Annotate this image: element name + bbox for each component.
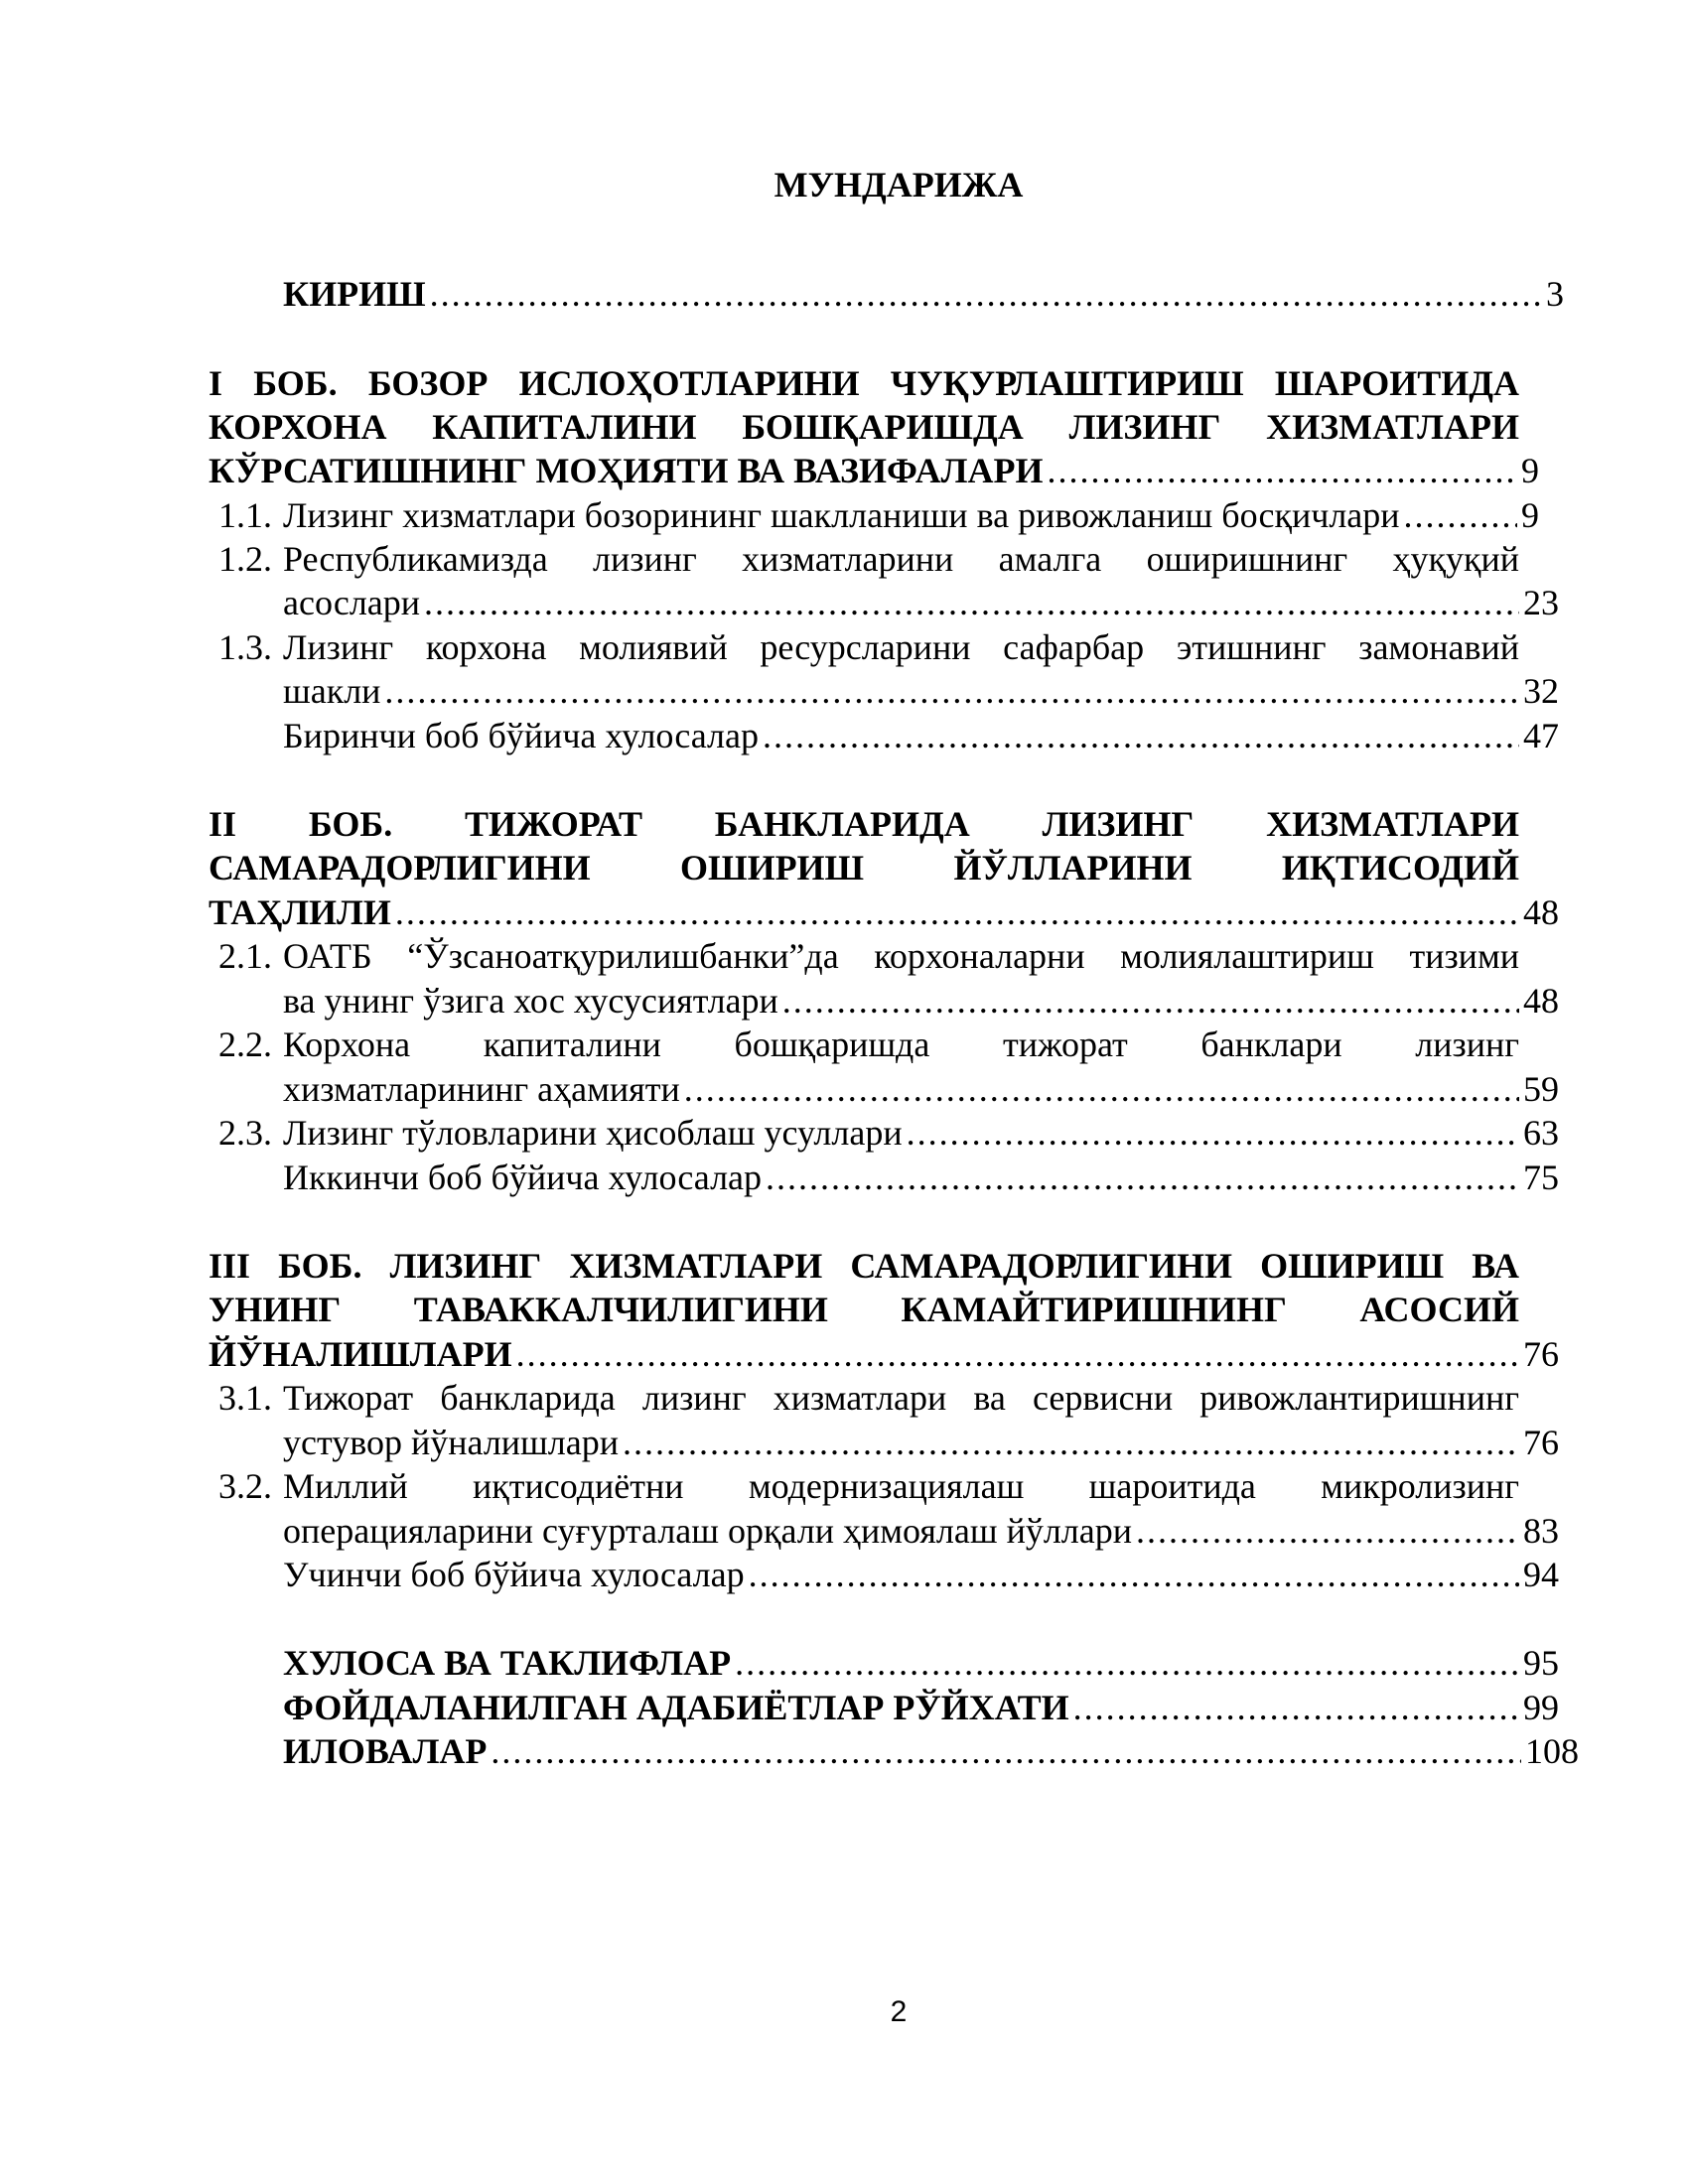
- section-page: 32: [1523, 671, 1559, 711]
- section-title-line2: шакли: [283, 671, 381, 711]
- section-title: Лизинг тўловларини ҳисоблаш усуллари: [283, 1113, 903, 1153]
- section-title-line2: операцияларини суғурталаш орқали ҳимоялаш йўллари: [283, 1511, 1133, 1551]
- section-number: 3.1.: [218, 1378, 272, 1418]
- chapter2-page: 48: [1523, 892, 1559, 932]
- appendix-label: ИЛОВАЛАР: [283, 1731, 488, 1771]
- toc-chapter1[interactable]: [209, 449, 1539, 492]
- leader-dots: [1048, 449, 1518, 492]
- leader-dots: [749, 1553, 1519, 1596]
- section-title: Иккинчи боб бўйича хулосалар: [283, 1158, 763, 1197]
- section-number: 1.1.: [218, 495, 272, 535]
- leader-dots: [763, 714, 1519, 757]
- section-page: 47: [1523, 716, 1559, 755]
- toc-chapter3[interactable]: [209, 1332, 1559, 1376]
- leader-dots: [735, 1641, 1519, 1685]
- leader-dots: [1136, 1509, 1519, 1553]
- section-number: 1.2.: [218, 539, 272, 579]
- footer-page-number: 2: [890, 1995, 908, 2028]
- references-label: ФОЙДАЛАНИЛГАН АДАБИЁТЛАР РЎЙХАТИ: [283, 1688, 1069, 1727]
- section-title: Лизинг хизматлари бозорининг шаклланиши ва ривожланиш босқичлари: [283, 495, 1400, 535]
- leader-dots: [424, 581, 1519, 624]
- leader-dots: [395, 890, 1519, 934]
- toc-chapter3-summary[interactable]: [283, 1553, 1559, 1596]
- section-title-line2: хизматларининг аҳамияти: [283, 1069, 680, 1109]
- references-page: 99: [1523, 1688, 1559, 1727]
- section-title-line2: устувор йўналишлари: [283, 1423, 619, 1462]
- section-page: 75: [1523, 1158, 1559, 1197]
- toc-chapter1-summary[interactable]: [283, 714, 1559, 757]
- toc-chapter2-summary[interactable]: [283, 1156, 1559, 1199]
- section-page: 83: [1523, 1511, 1559, 1551]
- section-title-line2: ва унинг ўзига хос хусусиятлари: [283, 981, 778, 1021]
- toc-references[interactable]: [283, 1686, 1559, 1729]
- section-page: 23: [1523, 583, 1559, 622]
- leader-dots: [907, 1111, 1519, 1155]
- section-number: 3.2.: [218, 1466, 272, 1506]
- section-page: 94: [1523, 1555, 1559, 1594]
- section-title: Учинчи боб бўйича хулосалар: [283, 1555, 745, 1594]
- section-number: 2.3.: [218, 1113, 272, 1153]
- leader-dots: [384, 669, 1519, 713]
- toc-section-3-1[interactable]: [283, 1421, 1559, 1464]
- chapter1-page: 9: [1521, 451, 1539, 490]
- toc-section-1-3[interactable]: [283, 669, 1559, 713]
- toc-section-2-2[interactable]: [283, 1067, 1559, 1111]
- section-number: 2.1.: [218, 936, 272, 976]
- leader-dots: [623, 1421, 1519, 1464]
- leader-dots: [491, 1729, 1521, 1773]
- leader-dots: [430, 272, 1542, 316]
- toc-conclusion[interactable]: [283, 1641, 1559, 1685]
- section-page: 48: [1523, 981, 1559, 1021]
- section-page: 76: [1523, 1423, 1559, 1462]
- toc-appendix[interactable]: [283, 1729, 1579, 1773]
- toc-intro[interactable]: [283, 272, 1564, 316]
- section-title-line1: Корхона капиталини бошқаришда тижорат банклари лизинг: [283, 1024, 1519, 1064]
- chapter2-title-line3: ТАҲЛИЛИ: [209, 892, 391, 932]
- toc-chapter2[interactable]: [209, 890, 1559, 934]
- section-title-line1: Лизинг корхона молиявий ресурсларини сафарбар этишнинг замонавий: [283, 627, 1519, 667]
- conclusion-label: ХУЛОСА ВА ТАКЛИФЛАР: [283, 1643, 732, 1683]
- section-title: Биринчи боб бўйича хулосалар: [283, 716, 759, 755]
- leader-dots: [1073, 1686, 1519, 1729]
- toc-intro-label: КИРИШ: [283, 274, 426, 314]
- chapter3-title-line2: УНИНГ ТАВАККАЛЧИЛИГИНИ КАМАЙТИРИШНИНГ АСОСИЙ: [209, 1290, 1519, 1329]
- section-page: 9: [1521, 495, 1539, 535]
- toc-intro-page: 3: [1546, 274, 1564, 314]
- section-title-line1: ОАТБ “Ўзсаноатқурилишбанки”да корхоналарни молиялаштириш тизими: [283, 936, 1519, 976]
- toc-section-1-1[interactable]: [283, 493, 1539, 537]
- appendix-page: 108: [1525, 1731, 1579, 1771]
- section-page: 63: [1523, 1113, 1559, 1153]
- chapter3-title-line1: III БОБ. ЛИЗИНГ ХИЗМАТЛАРИ САМАРАДОРЛИГИНИ ОШИРИШ ВА: [209, 1246, 1519, 1286]
- conclusion-page: 95: [1523, 1643, 1559, 1683]
- leader-dots: [766, 1156, 1519, 1199]
- section-title-line2: асослари: [283, 583, 421, 622]
- leader-dots: [516, 1332, 1519, 1376]
- section-title-line1: Тижорат банкларида лизинг хизматлари ва сервисни ривожлантиришнинг: [283, 1378, 1519, 1418]
- section-number: 2.2.: [218, 1024, 272, 1064]
- chapter3-page: 76: [1523, 1334, 1559, 1374]
- section-title-line1: Республикамизда лизинг хизматларини амалга оширишнинг ҳуқуқий: [283, 539, 1519, 579]
- section-number: 1.3.: [218, 627, 272, 667]
- leader-dots: [684, 1067, 1519, 1111]
- chapter3-title-line3: ЙЎНАЛИШЛАРИ: [209, 1334, 512, 1374]
- section-title-line1: Миллий иқтисодиётни модернизациялаш шароитида микролизинг: [283, 1466, 1519, 1506]
- chapter2-title-line1: II БОБ. ТИЖОРАТ БАНКЛАРИДА ЛИЗИНГ ХИЗМАТЛАРИ: [209, 804, 1519, 844]
- chapter1-title-line2: КОРХОНА КАПИТАЛИНИ БОШҚАРИШДА ЛИЗИНГ ХИЗМАТЛАРИ: [209, 407, 1519, 447]
- section-page: 59: [1523, 1069, 1559, 1109]
- toc-section-2-1[interactable]: [283, 979, 1559, 1023]
- chapter1-title-line3: КЎРСАТИШНИНГ МОҲИЯТИ ВА ВАЗИФАЛАРИ: [209, 451, 1044, 490]
- chapter2-title-line2: САМАРАДОРЛИГИНИ ОШИРИШ ЙЎЛЛАРИНИ ИҚТИСОДИЙ: [209, 848, 1519, 887]
- toc-section-2-3[interactable]: [283, 1111, 1559, 1155]
- toc-section-3-2[interactable]: [283, 1509, 1559, 1553]
- leader-dots: [782, 979, 1519, 1023]
- leader-dots: [1404, 493, 1517, 537]
- toc-section-1-2[interactable]: [283, 581, 1559, 624]
- page-title: МУНДАРИЖА: [774, 165, 1024, 205]
- chapter1-title-line1: I БОБ. БОЗОР ИСЛОҲОТЛАРИНИ ЧУҚУРЛАШТИРИШ ШАРОИТИДА: [209, 363, 1519, 403]
